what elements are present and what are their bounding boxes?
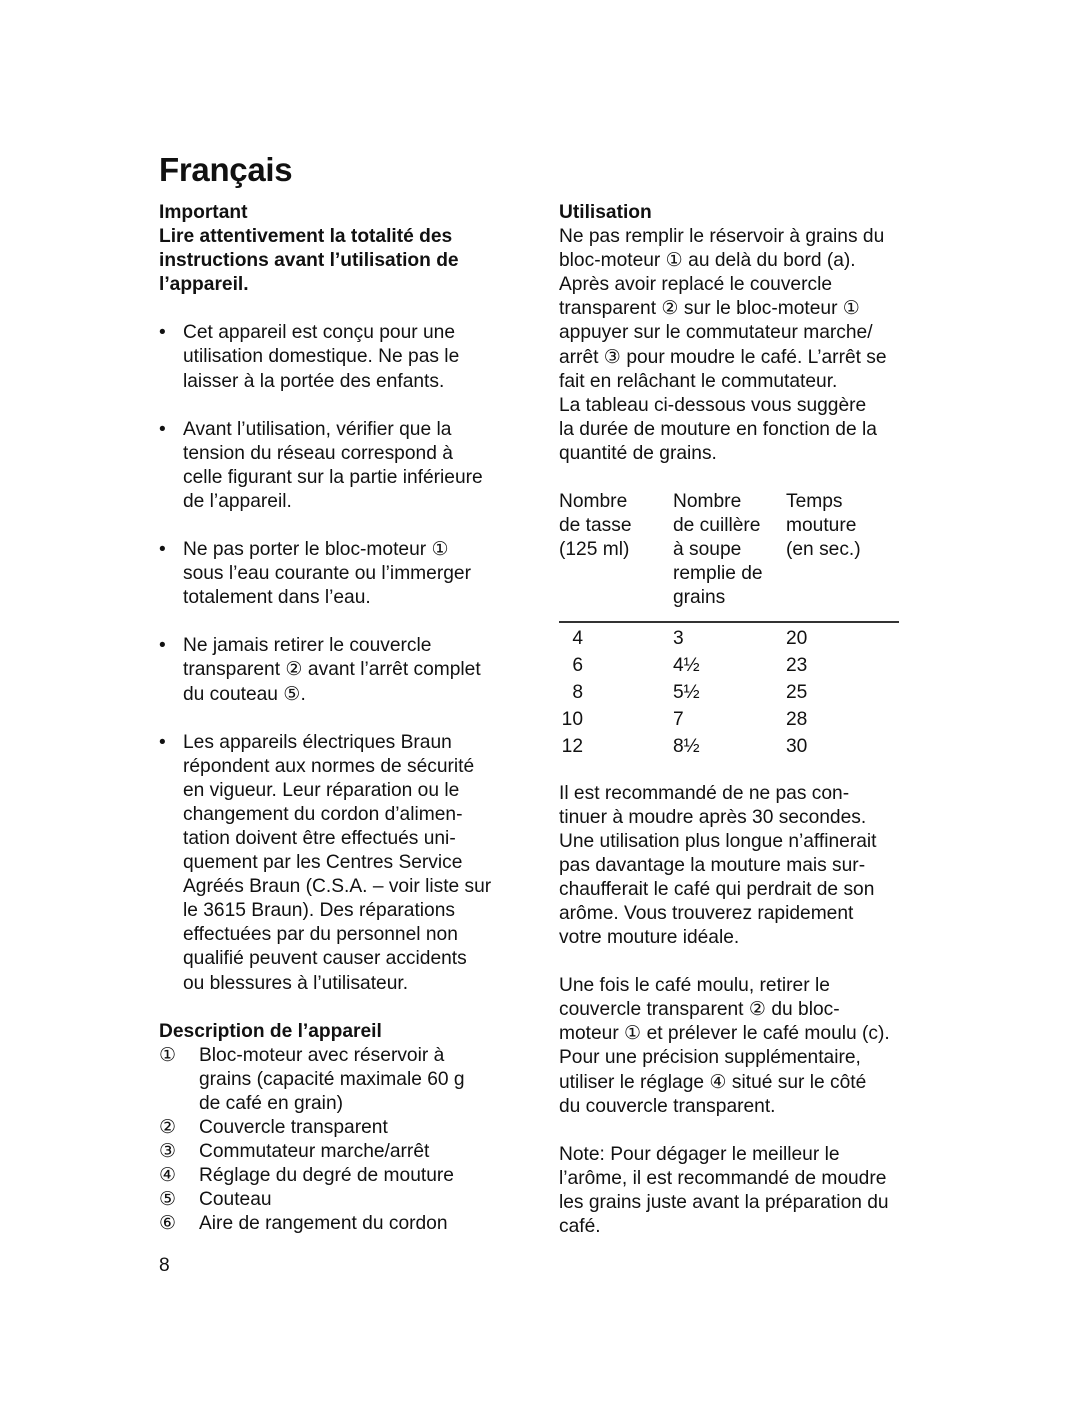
text-line: Note: Pour dégager le meilleur le <box>559 1143 840 1165</box>
text-line: arôme. Vous trouverez rapidement <box>559 902 854 924</box>
table-divider <box>559 621 899 623</box>
text-line: l’arôme, il est recommandé de moudre <box>559 1167 887 1189</box>
bullet-icon: • <box>159 322 166 344</box>
text-line: Bloc-moteur avec réservoir à <box>199 1044 445 1066</box>
text-line: de l’appareil. <box>183 490 292 512</box>
bullet-icon: • <box>159 418 166 440</box>
text-line: Avant l’utilisation, vérifier que la <box>183 418 452 440</box>
text-line: l’appareil. <box>159 274 249 296</box>
text-line: pas davantage la mouture mais sur- <box>559 854 866 876</box>
text-line: couvercle transparent ② du bloc- <box>559 999 840 1021</box>
cell-time: 20 <box>786 627 808 649</box>
text-line: du couvercle transparent. <box>559 1095 776 1117</box>
text-line: Agréés Braun (C.S.A. – voir liste sur <box>183 876 492 898</box>
column-header-time <box>786 490 899 610</box>
text-line: Cet appareil est conçu pour une <box>183 322 455 344</box>
description-item <box>159 1116 529 1140</box>
text-line: grains (capacité maximale 60 g <box>199 1068 465 1090</box>
text-line: ou blessures à l’utilisateur. <box>183 972 409 994</box>
text-line: Une fois le café moulu, retirer le <box>559 975 830 997</box>
safety-bullet <box>159 321 529 393</box>
header-line: (125 ml) <box>559 539 630 561</box>
text-line: totalement dans l’eau. <box>183 587 371 609</box>
safety-bullet <box>159 634 529 706</box>
header-line: mouture <box>786 515 857 537</box>
description-item <box>159 1212 529 1236</box>
text-line: moteur ① et prélever le café moulu (c). <box>559 1023 890 1045</box>
text-line: appuyer sur le commutateur marche/ <box>559 322 873 344</box>
right-column <box>559 201 929 1239</box>
text-line: Réglage du degré de mouture <box>199 1165 454 1187</box>
important-heading: Important <box>159 202 248 223</box>
text-line: chaufferait le café qui perdrait de son <box>559 878 875 900</box>
table-row <box>559 679 899 706</box>
text-line: tension du réseau correspond à <box>183 442 453 464</box>
text-line: bloc-moteur ① au delà du bord (a). <box>559 250 856 272</box>
text-line: tation doivent être effectués uni- <box>183 827 456 849</box>
text-line: Ne pas remplir le réservoir à grains du <box>559 226 885 248</box>
text-line: Couvercle transparent <box>199 1117 388 1138</box>
text-line: sous l’eau courante ou l’immerger <box>183 563 471 585</box>
text-line: quement par les Centres Service <box>183 852 463 874</box>
text-line: La tableau ci-dessous vous suggère <box>559 394 867 416</box>
text-line: transparent ② avant l’arrêt complet <box>183 659 481 681</box>
usage-heading: Utilisation <box>559 202 652 223</box>
header-line: Temps <box>786 491 843 513</box>
cell-time: 28 <box>786 708 808 730</box>
text-line: répondent aux normes de sécurité <box>183 755 475 777</box>
text-line: Il est recommandé de ne pas con- <box>559 782 850 804</box>
recommendation-text <box>559 782 929 951</box>
header-line: remplie de <box>673 563 763 585</box>
header-line: de tasse <box>559 515 632 537</box>
important-text <box>159 225 529 297</box>
description-item <box>159 1044 529 1116</box>
table-row <box>559 706 899 733</box>
text-line: quantité de grains. <box>559 442 717 464</box>
text-line: Ne jamais retirer le couvercle <box>183 635 432 657</box>
after-grinding-text <box>559 974 929 1119</box>
usage-text <box>559 225 929 466</box>
column-header-spoons <box>673 490 786 610</box>
bullet-icon: • <box>159 731 166 753</box>
circled-number-4-icon: ④ <box>159 1165 177 1187</box>
page-title: Français <box>159 151 293 188</box>
circled-number-6-icon: ⑥ <box>159 1213 177 1235</box>
header-line: (en sec.) <box>786 539 861 561</box>
circled-number-2-icon: ② <box>159 1117 177 1138</box>
table-row <box>559 733 899 760</box>
description-heading: Description de l’appareil <box>159 1020 382 1042</box>
cell-spoons: 4½ <box>673 654 700 676</box>
text-line: le 3615 Braun). Des réparations <box>183 900 455 922</box>
text-line: utilisation domestique. Ne pas le <box>183 346 460 368</box>
cell-time: 25 <box>786 681 808 703</box>
table-row <box>559 625 899 652</box>
text-line: tinuer à moudre après 30 secondes. <box>559 806 867 828</box>
text-line: transparent ② sur le bloc-moteur ① <box>559 298 861 320</box>
text-line: celle figurant sur la partie inférieure <box>183 466 483 488</box>
table-row <box>559 652 899 679</box>
circled-number-5-icon: ⑤ <box>159 1189 177 1211</box>
description-item <box>159 1164 529 1188</box>
text-line: Lire attentivement la totalité des <box>159 226 453 248</box>
note-text <box>559 1143 929 1239</box>
text-line: Une utilisation plus longue n’affinerait <box>559 830 877 852</box>
cell-cups: 6 <box>572 654 583 676</box>
text-line: Couteau <box>199 1189 272 1211</box>
text-line: Les appareils électriques Braun <box>183 731 452 753</box>
header-line: à soupe <box>673 539 742 561</box>
text-line: qualifié peuvent causer accidents <box>183 948 467 970</box>
safety-bullet <box>159 418 529 514</box>
page-number: 8 <box>159 1255 170 1277</box>
text-line: de café en grain) <box>199 1092 343 1114</box>
text-line: fait en relâchant le commutateur. <box>559 370 838 392</box>
text-line: Après avoir replacé le couvercle <box>559 274 833 296</box>
cell-cups: 12 <box>561 735 583 757</box>
text-line: instructions avant l’utilisation de <box>159 250 459 272</box>
cell-spoons: 3 <box>673 627 684 649</box>
cell-time: 23 <box>786 654 808 676</box>
cell-spoons: 5½ <box>673 681 700 703</box>
description-list <box>159 1044 529 1237</box>
text-line: Aire de rangement du cordon <box>199 1213 448 1235</box>
text-line: les grains juste avant la préparation du <box>559 1191 889 1213</box>
text-line: Commutateur marche/arrêt <box>199 1141 430 1163</box>
cell-spoons: 8½ <box>673 735 700 757</box>
cell-cups: 10 <box>561 708 583 730</box>
header-line: grains <box>673 587 726 609</box>
text-line: changement du cordon d’alimen- <box>183 803 463 825</box>
text-line: arrêt ③ pour moudre le café. L’arrêt se <box>559 346 887 368</box>
text-line: Pour une précision supplémentaire, <box>559 1047 861 1069</box>
safety-bullet <box>159 731 529 996</box>
description-item <box>159 1140 529 1164</box>
text-line: utiliser le réglage ④ situé sur le côté <box>559 1071 867 1093</box>
header-line: de cuillère <box>673 515 761 537</box>
cell-cups: 4 <box>572 627 583 649</box>
circled-number-1-icon: ① <box>159 1044 177 1066</box>
text-line: du couteau ⑤. <box>183 683 306 705</box>
grinding-time-table <box>559 490 899 759</box>
text-line: Ne pas porter le bloc-moteur ① <box>183 539 449 561</box>
column-header-cups <box>559 490 673 610</box>
cell-time: 30 <box>786 735 808 757</box>
cell-cups: 8 <box>572 681 583 703</box>
bullet-icon: • <box>159 635 166 657</box>
text-line: votre mouture idéale. <box>559 927 740 949</box>
text-line: laisser à la portée des enfants. <box>183 370 445 392</box>
table-header <box>559 490 899 610</box>
safety-bullet <box>159 538 529 610</box>
bullet-icon: • <box>159 539 166 561</box>
text-line: effectuées par du personnel non <box>183 924 458 946</box>
header-line: Nombre <box>559 491 628 513</box>
left-column <box>159 201 529 1279</box>
text-line: café. <box>559 1216 601 1237</box>
circled-number-3-icon: ③ <box>159 1141 177 1163</box>
text-line: en vigueur. Leur réparation ou le <box>183 779 460 801</box>
text-line: la durée de mouture en fonction de la <box>559 418 877 440</box>
cell-spoons: 7 <box>673 708 684 730</box>
header-line: Nombre <box>673 491 742 513</box>
description-item <box>159 1188 529 1212</box>
